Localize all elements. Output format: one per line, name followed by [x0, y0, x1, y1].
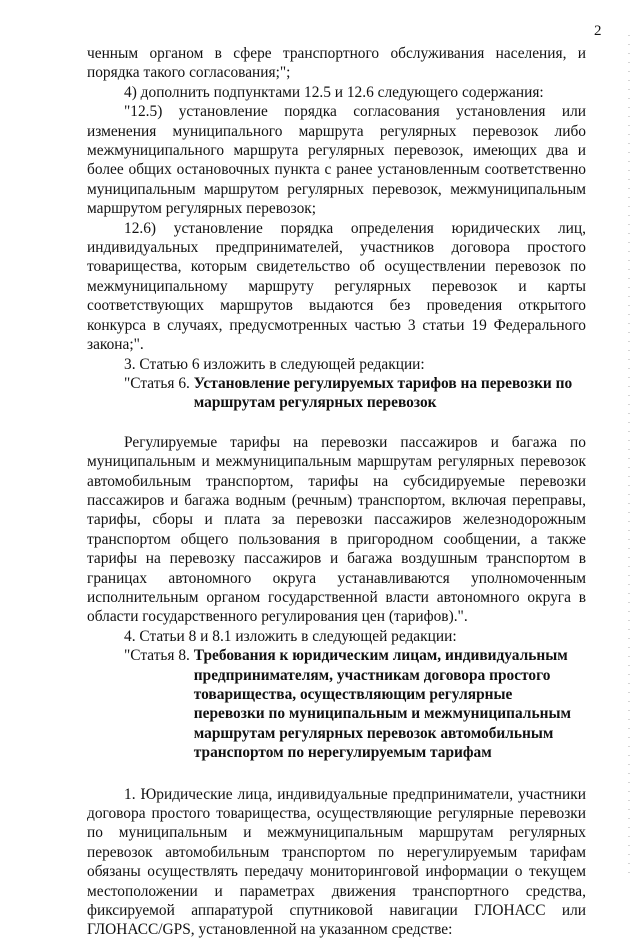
paragraph-12-5: "12.5) установление порядка согласования установления или изменения муниципального маршрута регулярных перевозок либо межмуниципального маршрута регулярных перевозок, имеющих два и более общих остановочных пункта с ранее установленным соответственно муниципальным маршрутом регулярных перевозок, межмуниципальным маршрутом регулярных перевозок; [87, 103, 586, 218]
paragraph-item-4: 4) дополнить подпунктами 12.5 и 12.6 следующего содержания: [124, 83, 544, 101]
article-8-text: 1. Юридические лица, индивидуальные предприниматели, участники договора простого товарищества, осуществляющие регулярные перевозки по муниципальным и межмуниципальным маршрутам регулярных перевозок автомобильным транспортом по нерегулируемым тарифам обязаны осуществлять передачу мониторинговой информации о текущем местоположении и параметрах движения транспортного средства, фиксируемой аппаратурой спутниковой навигации ГЛОНАСС или ГЛОНАСС/GPS, установленной на указанном средстве: [87, 785, 586, 939]
article-8-title: Требования к юридическим лицам, индивидуальным предпринимателям, участникам договора простого товарищества, осуществляющим регулярные перевозки по муниципальным и межмуниципальным маршрутам регулярных перевозок автомобильным транспортом по нерегулируемым тарифам [193, 647, 571, 762]
article-8-heading [87, 646, 586, 762]
paragraph-item-3: 3. Статью 6 изложить в следующей редакции: [124, 355, 425, 373]
article-6-text: Регулируемые тарифы на перевозки пассажиров и багажа по муниципальным и межмуниципальным маршрутам регулярных перевозок автомобильным транспортом, тарифы на субсидируемые перевозки пассажиров и багажа водным (речным) транспортом, включая переправы, тарифы, сборы и плата за перевозки пассажиров железнодорожным транспортом общего пользования в пригородном сообщении, а также тарифы на перевозку пассажиров и багажа воздушным транспортом в границах автономного округа устанавливаются уполномоченным исполнительным органом государственной власти автономного округа в области государственного регулирования цен (тарифов).". [87, 433, 586, 626]
paragraph-12-6: 12.6) установление порядка определения юридических лиц, индивидуальных предпринимателей, участников договора простого товарищества, которым свидетельство об осуществлении перевозок по межмуниципальному маршруту регулярных перевозок и карты соответствующих маршрутов выдаются без проведения открытого конкурса в случаях, предусмотренных частью 3 статьи 19 Федерального закона;". [87, 219, 586, 354]
article-6-label: "Статья 6. [124, 374, 194, 392]
document-body [87, 44, 586, 940]
article-8-label: "Статья 8. [124, 647, 194, 665]
scan-edge-marks [628, 35, 630, 875]
paragraph-item-4-articles: 4. Статьи 8 и 8.1 изложить в следующей редакции: [124, 627, 457, 645]
article-6-heading [87, 374, 586, 413]
article-6-title: Установление регулируемых тарифов на перевозки по маршрутам регулярных перевозок [193, 374, 573, 412]
page-number: 2 [594, 23, 602, 39]
paragraph-continuation: ченным органом в сфере транспортного обслуживания населения, и порядка такого согласования;"; [87, 45, 586, 82]
